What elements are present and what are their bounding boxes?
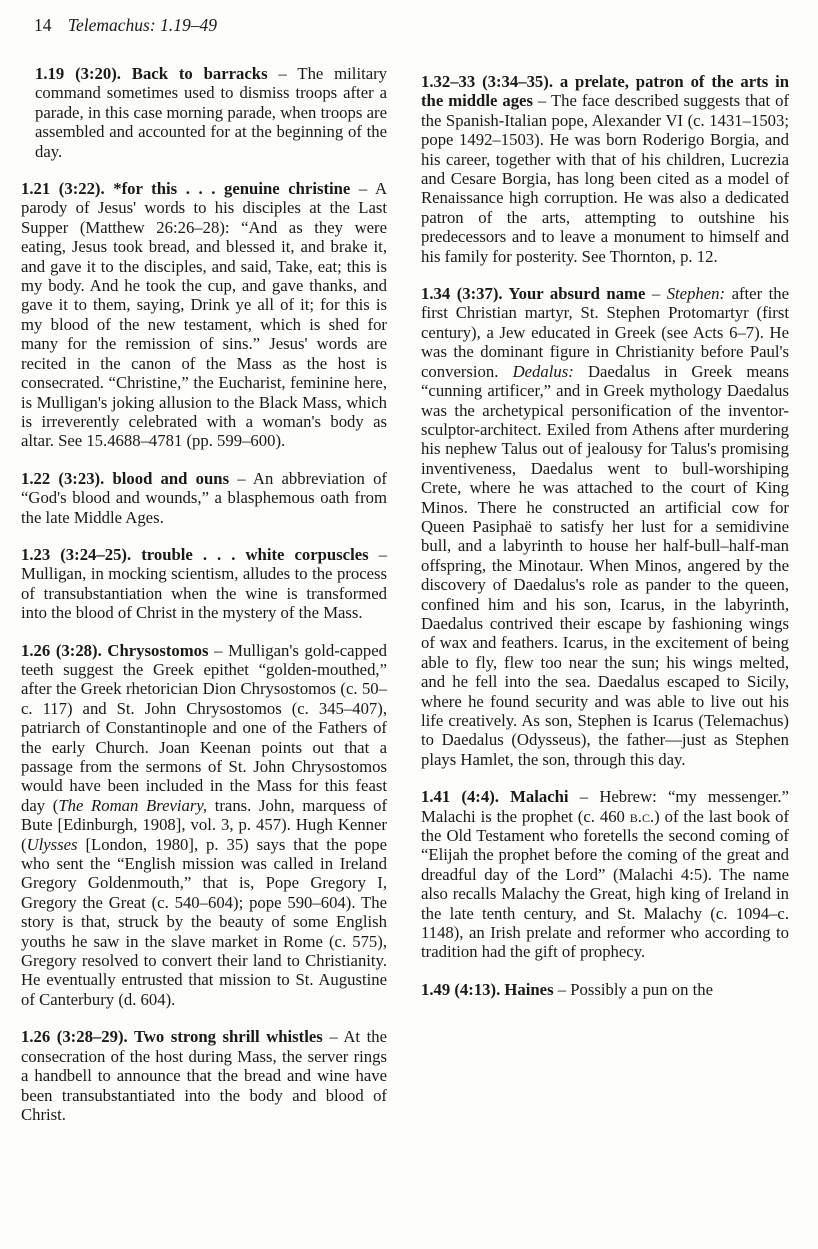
note-lemma: 1.41 (4:4). Malachi — [421, 787, 569, 807]
note-lemma: 1.49 (4:13). Haines — [421, 979, 554, 999]
citation-title: Ulysses — [26, 834, 78, 854]
note-body: Possibly a pun on the — [570, 979, 714, 999]
page-number: 14 — [34, 15, 52, 35]
note-lemma: 1.22 (3:23). blood and ouns — [21, 468, 230, 488]
note-body: [London, 1980], p. 35) says that the pope who sent the “English mission was called in Ireland Gregory Goldenmouth,” that is, Pope Gregory I, Gregory the Great (c. 540–604); pope 590–604). The story is that, struck by the beauty of some English youths he saw in the slave market in Rome (c. 575), Gregory resolved to convert their land to Christianity. He eventually entrusted that mission to St. Augustine of Canterbury (d. 604). — [21, 834, 387, 1009]
note-1-22: 1.22 (3:23). blood and ouns – An abbreviation of “God's blood and wounds,” a blasphemous oath from the late Middle Ages. — [21, 468, 387, 527]
running-head — [34, 14, 217, 36]
note-body: Daedalus in Greek means “cunning artificer,” and in Greek mythology Daedalus was the archetypical personification of the inventor-sculptor-architect. Exiled from Athens after murdering his nephew Talus out of jealousy for Talus's promising inventiveness, Daedalus went to bull-worshiping Crete, where he was attached to the court of King Minos. There he constructed an artificial cow for Queen Pasiphaë to satisfy her lust for a semidivine bull, and a labyrinth to house her half-bull–half-man offspring, the Minotaur. When Minos, angered by the discovery of Daedalus's role as pander to the queen, confined him and his son, Icarus, in the labyrinth, Daedalus contrived their escape by fashioning wings of wax and feathers. Icarus, in the excitement of being able to fly, flew too near the sun; his wings melted, and he fell into the sea. Daedalus escaped to Sicily, where he found security and was able to live out his life creatively. As son, Stephen is Icarus (Telemachus) to Daedalus (Odysseus), the father—just as Stephen plays Hamlet, the son, through this day. — [421, 361, 789, 769]
left-column — [21, 64, 387, 1142]
note-body: The face described suggests that of the Spanish-Italian pope, Alexander VI (c. 1431–1503; pope 1492–1503). He was born Roderigo Borgia, and his career, together with that of his children, Lucrezia and Cesare Borgia, has long been cited as a model of Renaissance high corruption. He was also a dedicated patron of the arts, attempting to outshine his predecessors and to leave a monument to himself and his family for posterity. See Thornton, p. 12. — [421, 91, 789, 266]
note-lemma: 1.32–33 (3:34–35). a prelate, patron of the arts in the middle ages — [421, 72, 789, 111]
note-1-26-whistles: 1.26 (3:28–29). Two strong shrill whistles – At the consecration of the host during Mass, the server rings a handbell to announce that the bread and wine have been transubstantiated into the body and blood of Christ. — [21, 1027, 387, 1124]
note-body: after the first Christian martyr, St. Stephen Protomartyr (first century), a Jew educated in Greek (see Acts 6–7). He was the dominant figure in Christianity before Paul's conversion. — [421, 284, 790, 381]
note-1-23: 1.23 (3:24–25). trouble . . . white corpuscles – Mulligan, in mocking scientism, alludes to the process of transubstantiation when the wine is transformed into the blood of Christ in the mystery of the Mass. — [21, 544, 388, 623]
note-1-32: 1.32–33 (3:34–35). a prelate, patron of the arts in the middle ages – The face described suggests that of the Spanish-Italian pope, Alexander VI (c. 1431–1503; pope 1492–1503). He was born Roderigo Borgia, and his career, together with that of his children, Lucrezia and Cesare Borgia, has long been cited as a model of Renaissance high corruption. He was also a dedicated patron of the arts, attempting to outshine his predecessors and to leave a monument to himself and his family for posterity. See Thornton, p. 12. — [421, 72, 789, 266]
note-1-19: 1.19 (3:20). Back to barracks – The military command sometimes used to dismiss troops after a parade, in this case morning parade, when troops are assembled and accounted for at the beginning of the day. — [35, 64, 388, 161]
note-lemma: 1.23 (3:24–25). trouble . . . white corpuscles — [21, 544, 369, 564]
note-body: Hebrew: “my messenger.” Malachi is the prophet (c. 460 — [421, 787, 790, 826]
note-body: The military command sometimes used to dismiss troops after a parade, in this case morning parade, when troops are assembled and accounted for at the beginning of the day. — [35, 64, 388, 161]
note-1-41: 1.41 (4:4). Malachi – Hebrew: “my messenger.” Malachi is the prophet (c. 460 b.c.) of the last book of the Old Testament who foretells the second coming of “Elijah the prophet before the coming of the great and dreadful day of the Lord” (Malachi 4:5). The name also recalls Malachy the Great, high king of Ireland in the late tenth century, and St. Malachy (c. 1094–c. 1148), an Irish prelate and reformer who according to tradition had the gift of prophecy. — [421, 787, 790, 962]
note-body: A parody of Jesus' words to his disciples at the Last Supper (Matthew 26:26–28): “And as they were eating, Jesus took bread, and blessed it, and brake it, and gave it to the disciples, and said, Take, eat; this is my body. And he took the cup, and gave thanks, and gave it to them, saying, Drink ye all of it; for this is my blood of the new testament, which is shed for many for the remission of sins.” Jesus' words are recited in the canon of the Mass as the host is consecrated. “Christine,” the Eucharist, feminine here, is Mulligan's joking allusion to the Black Mass, which is irreverently celebrated with a woman's body as altar. See 15.4688–4781 (pp. 599–600). — [21, 179, 387, 451]
note-body: ) of the last book of the Old Testament who foretells the second coming of “Elijah the prophet before the coming of the great and dreadful day of the Lord” (Malachi 4:5). The name also recalls Malachy the Great, high king of Ireland in the late tenth century, and St. Malachy (c. 1094–c. 1148), an Irish prelate and reformer who according to tradition had the gift of prophecy. — [421, 806, 789, 962]
note-lemma: 1.21 (3:22). *for this . . . genuine christine — [21, 179, 351, 199]
right-column — [421, 72, 789, 1017]
note-lemma: 1.26 (3:28). Chrysostomos — [21, 640, 209, 660]
note-1-26-chrysostomos: 1.26 (3:28). Chrysostomos – Mulligan's gold-capped teeth suggest the Greek epithet “golden-mouthed,” after the Greek rhetorician Dion Chrysostomos (c. 50–c. 117) and St. John Chrysostomos (c. 345–407), patriarch of Constantinople and one of the Fathers of the early Church. Joan Keenan points out that a passage from the sermons of St. John Chrysostomos would have been included in the Mass for this feast day (The Roman Breviary, trans. John, marquess of Bute [Edinburgh, 1908], vol. 3, p. 457). Hugh Kenner (Ulysses [London, 1980], p. 35) says that the pope who sent the “English mission was called in Ireland Gregory Goldenmouth,” that is, Pope Gregory I, Gregory the Great (c. 540–604); pope 590–604). The story is that, struck by the beauty of some English youths he saw in the slave market in Rome (c. 575), Gregory resolved to convert their land to Christianity. He eventually entrusted that mission to St. Augustine of Canterbury (d. 604). — [21, 640, 388, 1009]
note-body: Mulligan, in mocking scientism, alludes to the process of transubstantiation when the wine is transformed into the blood of Christ in the mystery of the Mass. — [21, 564, 387, 623]
note-lemma: 1.34 (3:37). Your absurd name — [421, 284, 646, 304]
note-1-21: 1.21 (3:22). *for this . . . genuine christine – A parody of Jesus' words to his disciples at the Last Supper (Matthew 26:26–28): “And as they were eating, Jesus took bread, and blessed it, and brake it, and gave it to the disciples, and said, Take, eat; this is my body. And he took the cup, and gave thanks, and gave it to them, saying, Drink ye all of it; for this is my blood of the new testament, which is shed for many for the remission of sins.” Jesus' words are recited in the canon of the Mass as the host is consecrated. “Christine,” the Eucharist, feminine here, is Mulligan's joking allusion to the Black Mass, which is irreverently celebrated with a woman's body as altar. See 15.4688–4781 (pp. 599–600). — [21, 179, 387, 451]
running-title: Telemachus: 1.19–49 — [67, 15, 217, 35]
note-1-49: 1.49 (4:13). Haines – Possibly a pun on the — [421, 979, 714, 999]
note-lemma: 1.26 (3:28–29). Two strong shrill whistles — [21, 1027, 323, 1047]
note-body: Mulligan's gold-capped teeth suggest the Greek epithet “golden-mouthed,” after the Greek rhetorician Dion Chrysostomos (c. 50–c. 117) and St. John Chrysostomos (c. 345–407), patriarch of Constantinople and one of the Fathers of the early Church. Joan Keenan points out that a passage from the sermons of St. John Chrysostomos would have been included in the Mass for this feast day ( — [21, 640, 388, 815]
note-body: At the consecration of the host during Mass, the server rings a handbell to announce that the bread and wine have been transubstantiated into the body and blood of Christ. — [21, 1027, 387, 1124]
name-heading: Stephen: — [666, 284, 726, 304]
note-1-34: 1.34 (3:37). Your absurd name – Stephen: after the first Christian martyr, St. Stephen Protomartyr (first century), a Jew educated in Greek (see Acts 6–7). He was the dominant figure in Christianity before Paul's conversion. Dedalus: Daedalus in Greek means “cunning artificer,” and in Greek mythology Daedalus was the archetypical personification of the inventor-sculptor-architect. Exiled from Athens after murdering his nephew Talus out of jealousy for Talus's promising inventiveness, Daedalus went to bull-worshiping Crete, where he was attached to the court of King Minos. There he constructed an artificial cow for Queen Pasiphaë to satisfy her lust for a semidivine bull, and a labyrinth to house her half-bull–half-man offspring, the Minotaur. When Minos, angered by the discovery of Daedalus's role as pander to the queen, confined him and his son, Icarus, in the labyrinth, Daedalus contrived their escape by fashioning wings of wax and feathers. Icarus, in the excitement of being able to fly, flew too near the sun; his wings melted, and he fell into the sea. Daedalus escaped to Sicily, where he found security and was able to live out his life creatively. As son, Stephen is Icarus (Telemachus) to Daedalus (Odysseus), the father—just as Stephen plays Hamlet, the son, through this day. — [421, 284, 790, 769]
citation-title: The Roman Breviary, — [58, 795, 208, 815]
note-lemma: 1.19 (3:20). Back to barracks — [35, 64, 268, 83]
note-body: An abbreviation of “God's blood and wounds,” a blasphemous oath from the late Middle Ages. — [21, 468, 387, 527]
era-abbreviation: b.c. — [629, 806, 655, 826]
name-heading: Dedalus: — [512, 361, 574, 381]
note-body: trans. John, marquess of Bute [Edinburgh, 1908], vol. 3, p. 457). Hugh Kenner ( — [21, 795, 387, 854]
